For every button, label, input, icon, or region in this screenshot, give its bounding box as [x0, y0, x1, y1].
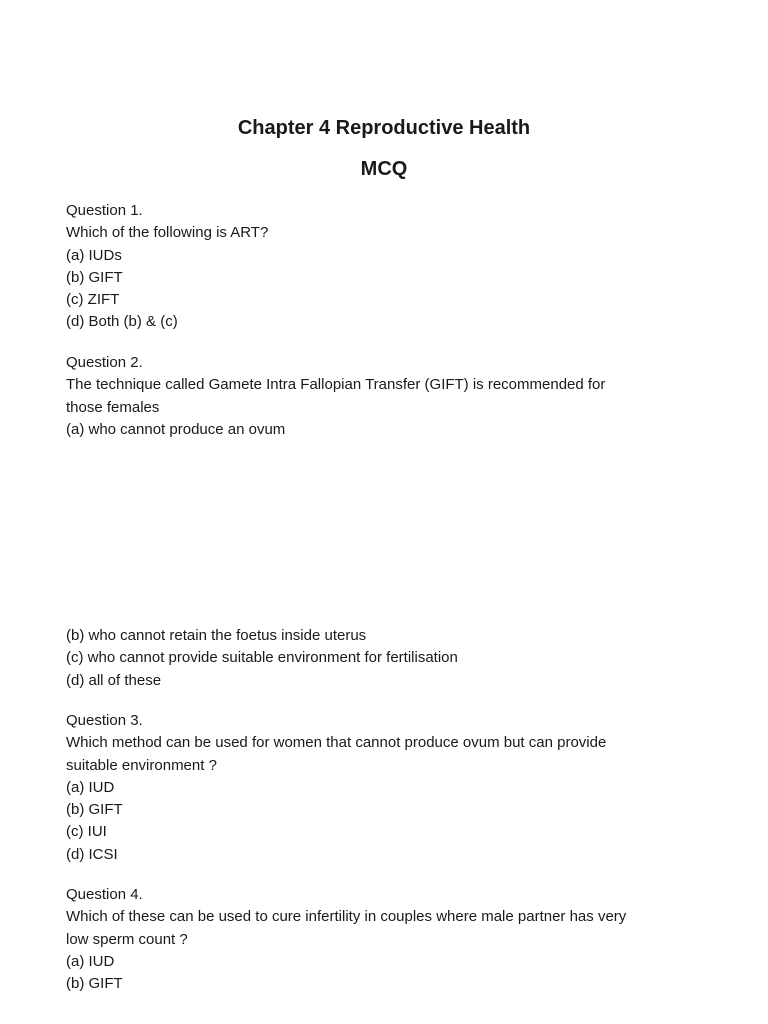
question-text: those females — [66, 398, 160, 416]
question-1 — [66, 200, 706, 334]
question-text: Which of these can be used to cure infertility in couples where male partner has very — [66, 908, 627, 926]
answer-option: (b) who cannot retain the foetus inside uterus — [66, 627, 367, 644]
question-heading: Question 4. — [66, 886, 143, 903]
answer-option: (c) IUI — [66, 823, 107, 841]
answer-option: (a) who cannot produce an ovum — [66, 420, 286, 438]
answer-option: (d) all of these — [66, 671, 162, 689]
question-text: Which of the following is ART? — [66, 224, 269, 242]
answer-option: (a) IUD — [66, 952, 115, 970]
question-heading: Question 3. — [66, 712, 143, 729]
question-heading: Question 1. — [66, 202, 143, 219]
question-heading: Question 2. — [66, 354, 143, 371]
answer-option: (b) GIFT — [66, 268, 123, 286]
answer-option: (d) Both (b) & (c) — [66, 313, 178, 331]
answer-option: (c) ZIFT — [66, 291, 120, 309]
question-text: Which method can be used for women that cannot produce ovum but can provide — [66, 734, 607, 752]
answer-option: (b) GIFT — [66, 801, 123, 819]
question-4 — [66, 884, 706, 995]
page-subtitle: MCQ — [360, 158, 408, 180]
question-text: suitable environment ? — [66, 756, 217, 774]
answer-option: (d) ICSI — [66, 845, 118, 863]
page-title: Chapter 4 Reproductive Health — [237, 117, 531, 139]
answer-option: (b) GIFT — [66, 975, 123, 993]
answer-option: (c) who cannot provide suitable environment for fertilisation — [66, 649, 458, 667]
answer-option: (a) IUD — [66, 778, 115, 796]
question-2-continued — [66, 625, 706, 692]
question-text: The technique called Gamete Intra Fallopian Transfer (GIFT) is recommended for — [66, 376, 606, 394]
question-text: low sperm count ? — [66, 930, 188, 948]
answer-option: (a) IUDs — [66, 246, 122, 264]
question-3 — [66, 710, 706, 866]
question-2 — [66, 352, 706, 441]
